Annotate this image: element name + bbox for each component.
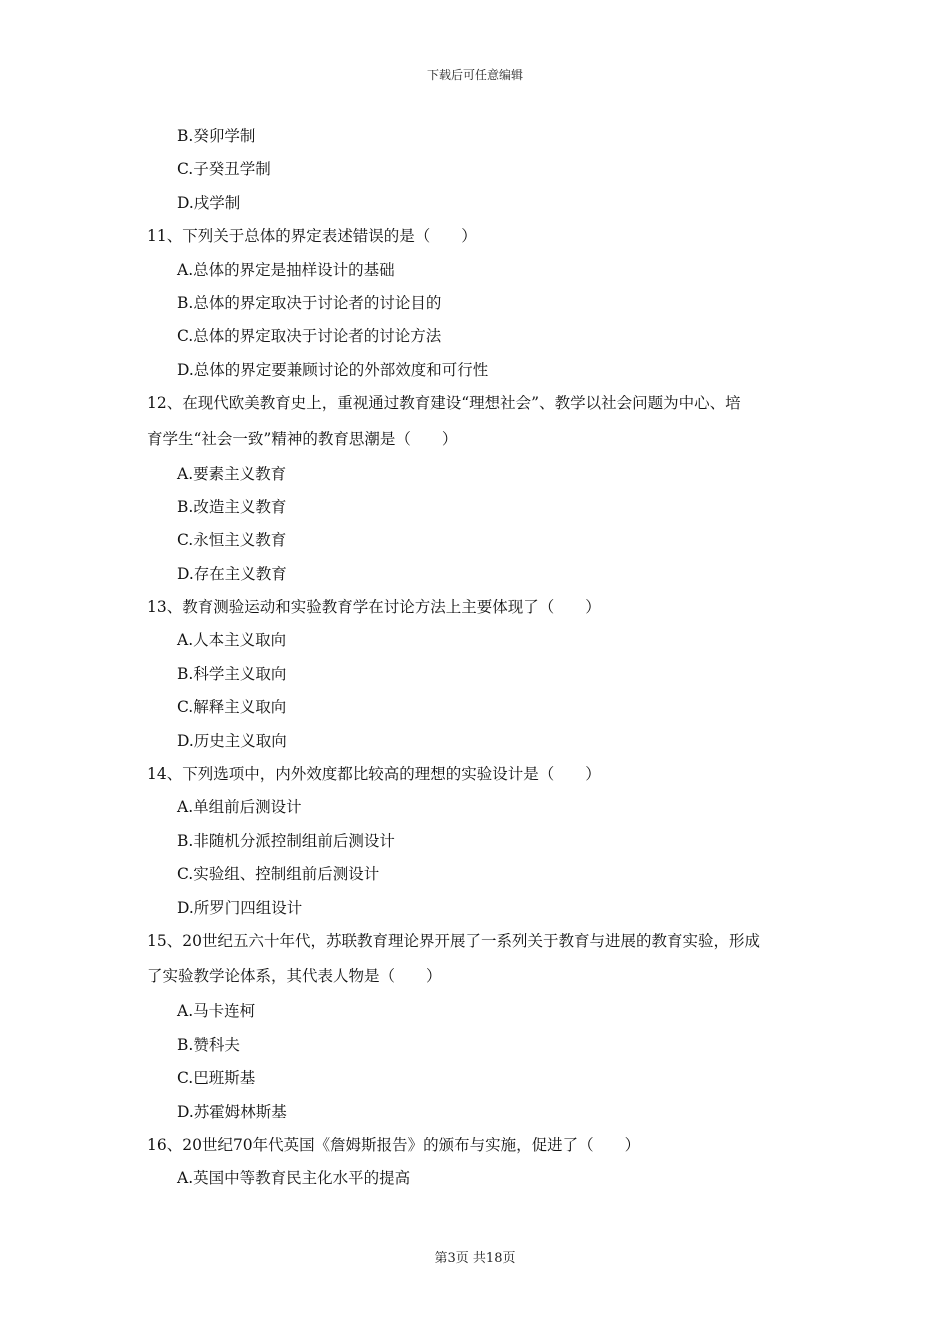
answer-option: D.总体的界定要兼顾讨论的外部效度和可行性 xyxy=(177,360,489,379)
question-text: 14、下列选项中，内外效度都比较高的理想的实验设计是（ ） xyxy=(147,765,601,784)
answer-option: A.要素主义教育 xyxy=(177,464,287,483)
answer-option: C.总体的界定取决于讨论者的讨论方法 xyxy=(177,327,442,346)
answer-option: C.实验组、控制组前后测设计 xyxy=(177,865,380,884)
question-text: 15、20世纪五六十年代，苏联教育理论界开展了一系列关于教育与进展的教育实验，形成 xyxy=(147,931,760,950)
answer-option: A.马卡连柯 xyxy=(177,1002,256,1021)
question-text-continued: 育学生“社会一致”精神的教育思潮是（ ） xyxy=(147,429,458,448)
page-header: 下载后可任意编辑 xyxy=(426,68,523,82)
answer-option: C.解释主义取向 xyxy=(177,698,287,717)
question-text: 11、下列关于总体的界定表述错误的是（ ） xyxy=(147,227,477,246)
answer-option: D.所罗门四组设计 xyxy=(177,898,303,917)
answer-option: A.人本主义取向 xyxy=(177,631,287,650)
answer-option: B.非随机分派控制组前后测设计 xyxy=(177,831,395,850)
question-text: 16、20世纪70年代英国《詹姆斯报告》的颁布与实施，促进了（ ） xyxy=(147,1135,641,1154)
answer-option: B.科学主义取向 xyxy=(177,664,287,683)
answer-option: C.子癸丑学制 xyxy=(177,160,271,179)
answer-option: A.英国中等教育民主化水平的提高 xyxy=(177,1169,411,1188)
question-text: 13、教育测验运动和实验教育学在讨论方法上主要体现了（ ） xyxy=(147,598,601,617)
answer-option: D.苏霍姆林斯基 xyxy=(177,1102,287,1121)
answer-option: D.历史主义取向 xyxy=(177,731,287,750)
question-text-continued: 了实验教学论体系，其代表人物是（ ） xyxy=(147,967,442,986)
answer-option: B.总体的界定取决于讨论者的讨论目的 xyxy=(177,293,442,312)
answer-option: C.永恒主义教育 xyxy=(177,531,287,550)
answer-option: B.改造主义教育 xyxy=(177,497,287,516)
answer-option: C.巴班斯基 xyxy=(177,1069,256,1088)
answer-option: A.总体的界定是抽样设计的基础 xyxy=(177,260,395,279)
page-footer: 第3页 共18页 xyxy=(434,1251,516,1266)
answer-option: B.赞科夫 xyxy=(177,1035,240,1054)
answer-option: B.癸卯学制 xyxy=(177,127,256,145)
answer-option: A.单组前后测设计 xyxy=(177,798,302,817)
question-text: 12、在现代欧美教育史上，重视通过教育建设“理想社会”、教学以社会问题为中心、培 xyxy=(147,394,741,413)
answer-option: D.戌学制 xyxy=(177,193,241,212)
question-list xyxy=(147,120,827,1196)
answer-option: D.存在主义教育 xyxy=(177,564,287,583)
